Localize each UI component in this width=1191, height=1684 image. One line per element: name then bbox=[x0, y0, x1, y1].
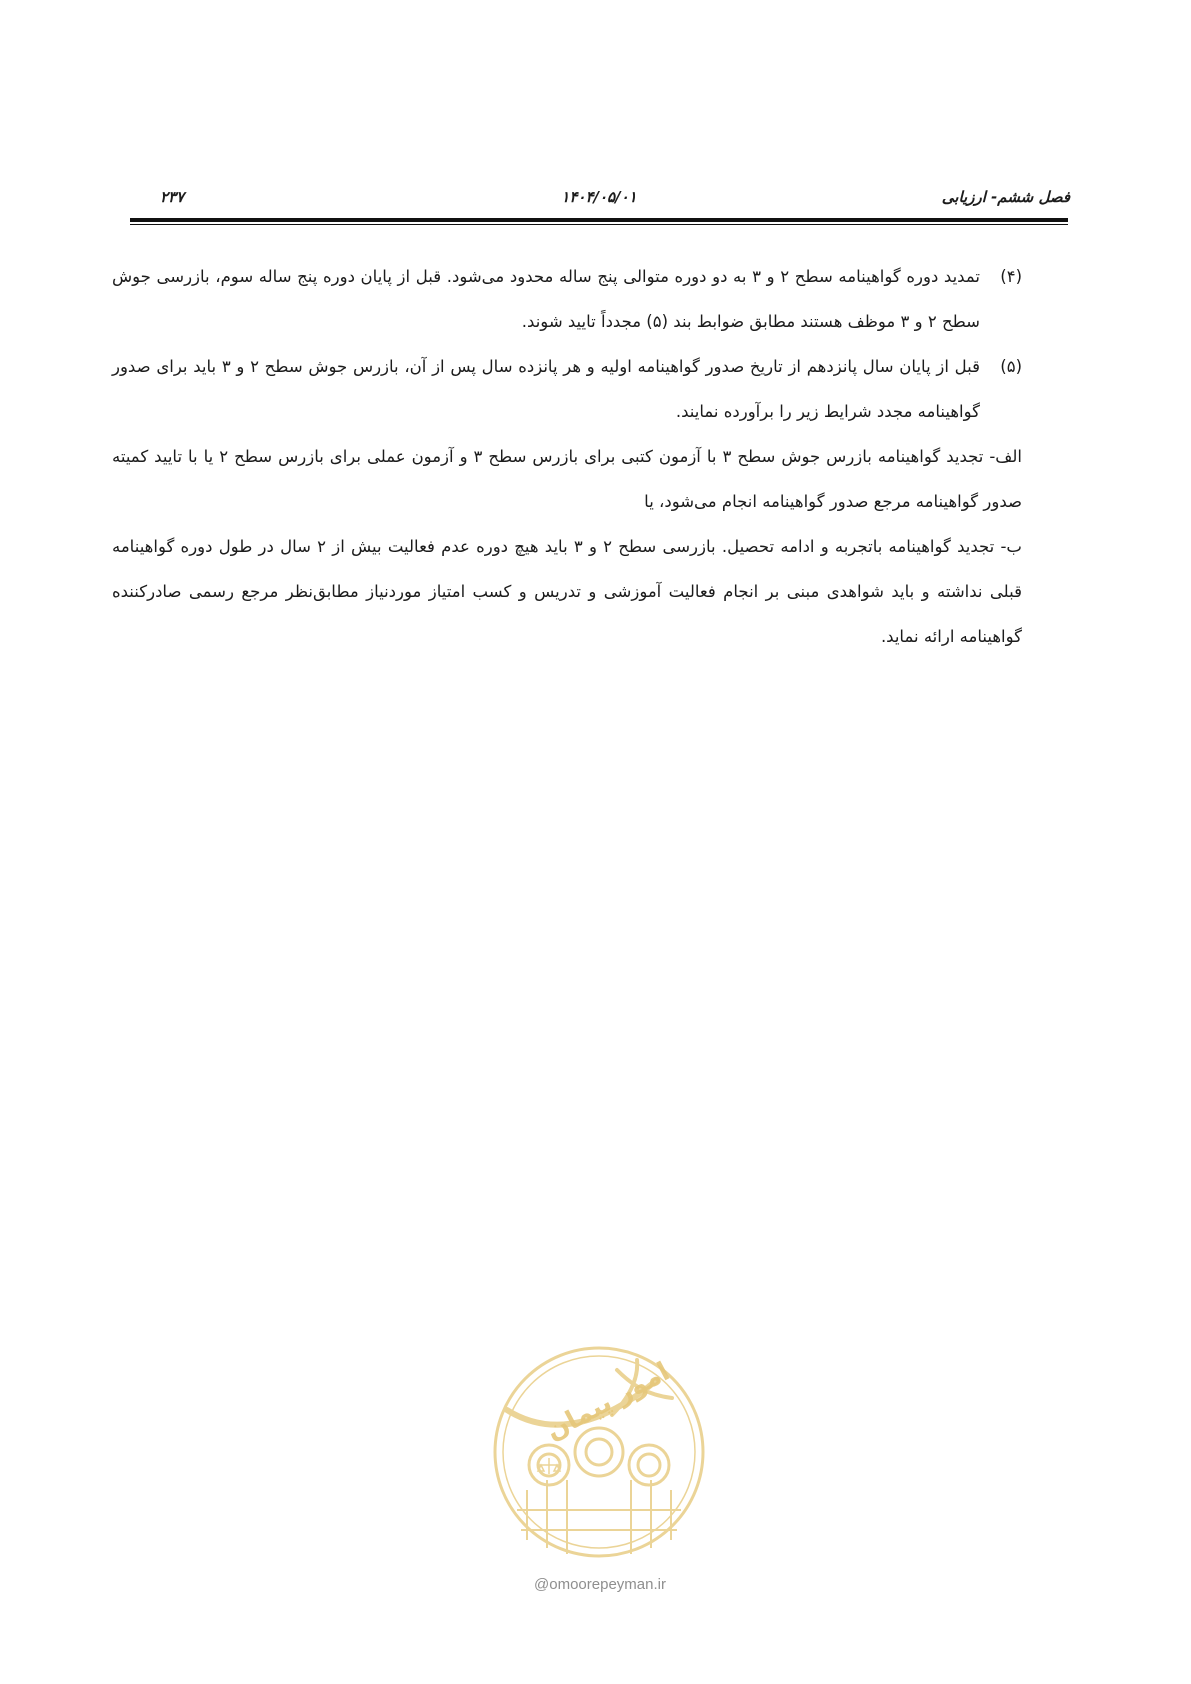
paragraph-text: ب- تجدید گواهینامه باتجربه و ادامه تحصیل. بازرسی سطح ۲ و ۳ باید هیچ دوره عدم فعالیت بیش از ۲ سال در طول دوره گواهینامه قبلی نداشته و باید شواهدی مبنی بر انجام فعالیت آموزشی و تدریس و کسب امتیاز موردنیاز مطابق‌نظر مرجع رسمی صادرکننده گواهینامه ارائه نماید. bbox=[112, 537, 1022, 646]
paragraph-number: (۴) bbox=[1000, 267, 1022, 286]
main-content bbox=[112, 254, 1022, 659]
header-rule-thick bbox=[130, 218, 1068, 222]
paragraph-number: (۵) bbox=[1000, 357, 1022, 376]
paragraph-5 bbox=[112, 344, 1022, 434]
paragraph-text: الف- تجدید گواهینامه بازرس جوش سطح ۳ با آزمون کتبی برای بازرس سطح ۳ و آزمون عملی برای بازرس سطح ۲ یا با تایید کمیته صدور گواهینامه مرجع صدور گواهینامه انجام می‌شود، یا bbox=[112, 447, 1022, 511]
page-number: ۲۳۷ bbox=[160, 188, 185, 206]
header-rule-thin bbox=[130, 224, 1068, 225]
header-date: ۱۴۰۴/۰۵/۰۱ bbox=[561, 188, 637, 206]
paragraph-text: قبل از پایان سال پانزدهم از تاریخ صدور گواهینامه اولیه و هر پانزده سال پس از آن، بازرس جوش سطح ۲ و ۳ باید برای صدور گواهینامه مجدد شرایط زیر را برآورده نمایند. bbox=[112, 357, 980, 421]
paragraph-text: تمدید دوره گواهینامه سطح ۲ و ۳ به دو دوره متوالی پنج ساله محدود می‌شود. قبل از پایان دوره پنج ساله سوم، بازرسی جوش سطح ۲ و ۳ موظف هستند مطابق ضوابط بند (۵) مجدداً تایید شوند. bbox=[112, 267, 980, 331]
paragraph-alef bbox=[112, 434, 1022, 524]
paragraph-be bbox=[112, 524, 1022, 659]
watermark-logo bbox=[487, 1340, 711, 1564]
paragraph-4 bbox=[112, 254, 1022, 344]
watermark-logo-text: امور پیمان bbox=[541, 1356, 675, 1447]
chapter-title: فصل ششم- ارزیابی bbox=[941, 188, 1070, 206]
watermark-website: @omoorepeyman.ir bbox=[534, 1576, 666, 1593]
running-header bbox=[128, 188, 1070, 218]
